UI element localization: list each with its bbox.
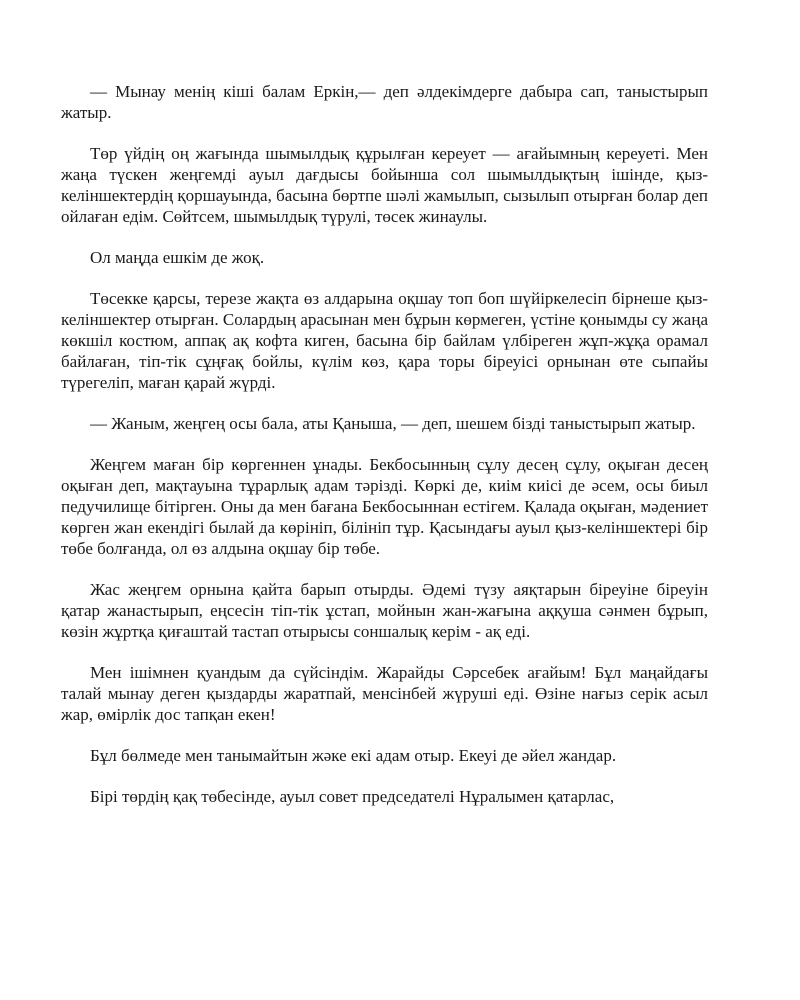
paragraph: Жеңгем маған бір көргеннен ұнады. Бекбосынның сұлу десең сұлу, оқыған десең оқыған деп, мақтауына тұрарлық адам тәрізді. Көркі де, киім киісі де әсем, осы биыл педучилище бітірген. Оны да мен бағана Бекбосыннан естігем. Қалада оқыған, мәдениет көрген жан екендігі былай да көрініп, білініп тұр. Қасындағы ауыл қыз-келіншектері бір төбе болғанда, ол өз алдына оқшау бір төбе. <box>61 455 708 558</box>
paragraph: Жас жеңгем орнына қайта барып отырды. Әдемі түзу аяқтарын біреуіне біреуін қатар жанастырып, еңсесін тіп-тік ұстап, мойнын жан-жағына аққуша сәнмен бұрып, көзін жұртқа қиғаштай тастап отырысы соншалық керім - ақ еді. <box>61 580 708 641</box>
paragraph: Төр үйдің оң жағында шымылдық құрылған кереует — ағайымның кереуеті. Мен жаңа түскен жеңгемді ауыл дағдысы бойынша сол шымылдықтың ішінде, қыз-келіншектердің қоршауында, басына бөртпе шәлі жамылып, сызылып отырған болар деп ойлаған едім. Сөйтсем, шымылдық түрулі, төсек жинаулы. <box>61 144 708 226</box>
paragraph: Мен ішімнен қуандым да сүйсіндім. Жарайды Сәрсебек ағайым! Бұл маңайдағы талай мынау деген қыздарды жаратпай, менсінбей жүруші еді. Өзіне нағыз серік асыл жар, өмірлік дос тапқан екен! <box>61 663 708 724</box>
paragraph: — Жаным, жеңгең осы бала, аты Қаныша, — деп, шешем бізді таныстырып жатыр. <box>90 414 696 433</box>
paragraph: Ол маңда ешкім де жоқ. <box>90 248 265 267</box>
paragraph: Төсекке қарсы, терезе жақта өз алдарына оқшау топ боп шүйіркелесіп бірнеше қыз-келіншектер отырған. Солардың арасынан мен бұрын көрмеген, үстіне қонымды су жаңа көкшіл костюм, аппақ ақ кофта киген, басына бір байлам үлбіреген жұп-жұқа орамал байлаған, тіп-тік сұңғақ бойлы, күлім көз, қара торы біреуісі орнынан өте сыпайы түрегеліп, маған қарай жүрді. <box>61 289 708 392</box>
document-page <box>61 81 708 827</box>
paragraph: — Мынау менің кіші балам Еркін,— деп әлдекімдерге дабыра сап, таныстырып жатыр. <box>61 82 708 122</box>
paragraph: Бірі төрдің қақ төбесінде, ауыл совет председателі Нұралымен қатарлас, <box>90 787 615 806</box>
paragraph: Бұл бөлмеде мен танымайтын жәке екі адам отыр. Екеуі де әйел жандар. <box>90 746 617 765</box>
